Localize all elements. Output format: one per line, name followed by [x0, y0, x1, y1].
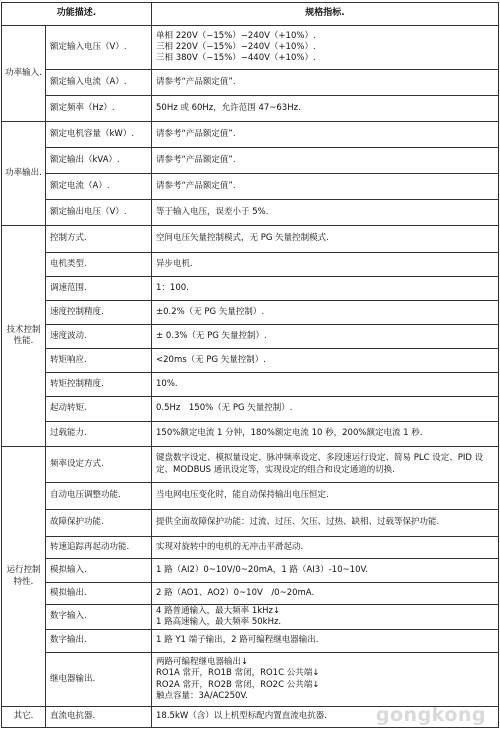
table-row — [2, 325, 499, 349]
spec-name: 速度波动. — [46, 325, 152, 349]
spec-value: 150%额定电流 1 分钟，180%额定电流 10 秒，200%额定电流 1 秒. — [152, 422, 499, 447]
table-row — [2, 122, 499, 148]
spec-value: 两路可编程继电器输出↓ RO1A 常开，RO1B 常闭，RO1C 公共端↓ RO2A 常开，RO2B 常闭，RO2C 公共端↓ 触点容量：3A/AC250V. — [152, 653, 499, 707]
spec-name: 电机类型. — [46, 253, 152, 277]
spec-name: 控制方式. — [46, 226, 152, 253]
spec-name: 额定电机容量（kW）. — [46, 122, 152, 148]
table-row — [2, 277, 499, 301]
spec-table — [1, 2, 499, 728]
spec-value: 请参考“产品额定值”. — [152, 122, 499, 148]
spec-value: 请参考“产品额定值”. — [152, 174, 499, 200]
spec-value: 1：100. — [152, 277, 499, 301]
table-row — [2, 226, 499, 253]
spec-value: 键盘数字设定、模拟量设定、脉冲频率设定、多段速运行设定、简易 PLC 设定、PID 设定、MODBUS 通讯设定等，实现设定的组合和设定通道的切换. — [152, 447, 499, 483]
category-operation-features: 运行控制特性. — [2, 447, 46, 707]
table-row — [2, 559, 499, 583]
spec-value: 请参考“产品额定值”. — [152, 70, 499, 96]
spec-name: 额定输入电压（V）. — [46, 26, 152, 70]
spec-value: 18.5kW（含）以上机型标配内置直流电抗器. — [152, 707, 499, 728]
table-row — [2, 70, 499, 96]
table-row — [2, 510, 499, 537]
table-row — [2, 397, 499, 422]
spec-value: 50Hz 或 60Hz，允许范围 47~63Hz. — [152, 96, 499, 122]
table-row — [2, 301, 499, 325]
table-row — [2, 148, 499, 174]
header-feature: 功能描述. — [2, 3, 152, 26]
spec-value: 等于输入电压，误差小于 5%. — [152, 200, 499, 226]
table-header-row — [2, 3, 499, 26]
spec-name: 模拟输出. — [46, 583, 152, 605]
spec-value: 提供全面故障保护功能：过流、过压、欠压、过热、缺相、过载等保护功能. — [152, 510, 499, 537]
table-row — [2, 605, 499, 630]
spec-name: 数字输入. — [46, 605, 152, 630]
category-control-performance: 技术控制性能. — [2, 226, 46, 447]
spec-value: 1 路 Y1 端子输出，2 路可编程继电器输出. — [152, 630, 499, 653]
spec-value: 空间电压矢量控制模式，无 PG 矢量控制模式. — [152, 226, 499, 253]
spec-name: 转速追踪再起动功能. — [46, 537, 152, 559]
spec-name: 模拟输入. — [46, 559, 152, 583]
spec-value: 单相 220V（−15%）−240V（+10%）. 三相 220V（−15%）−240V（+10%）. 三相 380V（−15%）−440V（+10%）. — [152, 26, 499, 70]
spec-name: 转矩响应. — [46, 349, 152, 373]
header-spec: 规格指标. — [152, 3, 499, 26]
table-row — [2, 349, 499, 373]
table-row — [2, 96, 499, 122]
spec-name: 调速范围. — [46, 277, 152, 301]
table-row — [2, 422, 499, 447]
table-row — [2, 653, 499, 707]
spec-name: 数字输出. — [46, 630, 152, 653]
spec-name: 直流电抗器. — [46, 707, 152, 728]
spec-value: 请参考“产品额定值”. — [152, 148, 499, 174]
spec-name: 起动转矩. — [46, 397, 152, 422]
spec-value: 0.5Hz 150%（无 PG 矢量控制）. — [152, 397, 499, 422]
spec-name: 故障保护功能. — [46, 510, 152, 537]
spec-value: <20ms（无 PG 矢量控制）. — [152, 349, 499, 373]
table-row — [2, 483, 499, 510]
spec-value: 实现对旋转中的电机的无冲击平滑起动. — [152, 537, 499, 559]
spec-name: 继电器输出. — [46, 653, 152, 707]
spec-name: 过载能力. — [46, 422, 152, 447]
spec-value: 1 路（AI2）0~10V/0~20mA，1 路（AI3）-10~10V. — [152, 559, 499, 583]
table-row — [2, 253, 499, 277]
spec-value: ± 0.3%（无 PG 矢量控制）. — [152, 325, 499, 349]
spec-name: 额定频率（Hz）. — [46, 96, 152, 122]
watermark-logo: gongkong — [375, 704, 486, 726]
table-row — [2, 537, 499, 559]
category-other: 其它. — [2, 707, 46, 728]
spec-table-body — [2, 26, 499, 728]
spec-name: 额定电流（A）. — [46, 174, 152, 200]
table-row — [2, 200, 499, 226]
table-row — [2, 26, 499, 70]
category-power-input: 功率输入. — [2, 26, 46, 122]
spec-name: 频率设定方式. — [46, 447, 152, 483]
table-row — [2, 630, 499, 653]
category-power-output: 功率输出. — [2, 122, 46, 226]
spec-value: 2 路（AO1、AO2）0~10V /0~20mA. — [152, 583, 499, 605]
spec-value: 异步电机. — [152, 253, 499, 277]
spec-name: 额定输出（kVA）. — [46, 148, 152, 174]
table-row — [2, 373, 499, 397]
spec-name: 额定输入电流（A）. — [46, 70, 152, 96]
spec-value: 10%. — [152, 373, 499, 397]
spec-name: 自动电压调整功能. — [46, 483, 152, 510]
spec-name: 速度控制精度. — [46, 301, 152, 325]
spec-value: 4 路普通输入，最大频率 1kHz↓ 1 路高速输入，最大频率 50kHz. — [152, 605, 499, 630]
spec-value: 当电网电压变化时，能自动保持输出电压恒定. — [152, 483, 499, 510]
table-row — [2, 447, 499, 483]
spec-name: 额定输出电压（V）. — [46, 200, 152, 226]
table-row — [2, 583, 499, 605]
table-row — [2, 174, 499, 200]
spec-value: ±0.2%（无 PG 矢量控制）. — [152, 301, 499, 325]
spec-name: 转矩控制精度. — [46, 373, 152, 397]
